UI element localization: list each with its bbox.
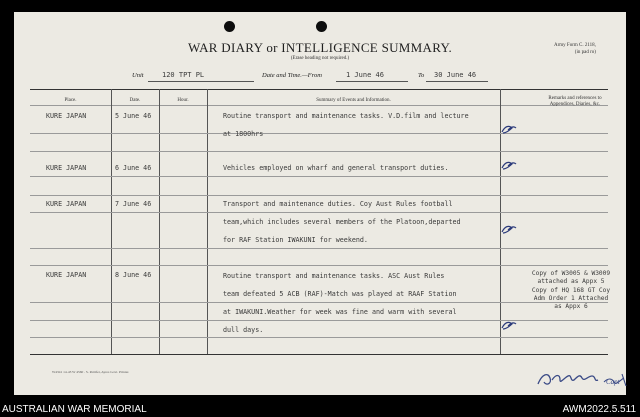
remark-line: Copy of HQ 168 GT Coy (531, 287, 611, 294)
initials-mark (500, 124, 518, 135)
entry-date: 8 June 46 (115, 271, 152, 279)
date-to-value: 30 June 46 (434, 71, 477, 79)
ruled-line (30, 151, 608, 152)
column-header-remarks-line1: Remarks and references to (548, 96, 602, 101)
initials-mark (500, 224, 518, 235)
date-range-label: Date and Time.—From (262, 72, 322, 79)
signature-title: Capt (606, 378, 620, 386)
ruled-line (30, 337, 608, 338)
footer-source-left: AUSTRALIAN WAR MEMORIAL (2, 404, 147, 415)
entry-summary-line: team,which includes several members of the Platoon,departed (223, 218, 461, 226)
unit-label: Unit (132, 72, 144, 79)
initials-mark (500, 320, 518, 331)
remark-line: Adm Order 1 Attached (533, 295, 609, 302)
ruled-line (30, 212, 608, 213)
entry-summary-line: team defeated 5 ACB (RAF)-Match was played at RAAF Station (223, 290, 457, 298)
column-header-place: Place. (64, 98, 77, 103)
column-header-summary: Summary of Events and Information. (316, 98, 391, 103)
entry-summary-line: at IWAKUNI.Weather for week was fine and warm with several (223, 308, 457, 316)
remark-line: as Appx 6 (554, 303, 588, 310)
ruled-line (30, 320, 608, 321)
entry-summary-line: dull days. (223, 326, 264, 334)
form-subtitle: (Erase heading not required.) (290, 56, 350, 61)
initials-mark (500, 160, 518, 171)
col-divider-place-date (111, 89, 112, 354)
remark-line: attached as Appx 5 (537, 278, 605, 285)
ruled-line (30, 265, 608, 266)
col-divider-date-hour (159, 89, 160, 354)
ruled-line (30, 133, 608, 134)
remark-line: Copy of W3005 & W3009 (531, 270, 611, 277)
column-header-remarks-line2: Appendices, Diaries, &c. (549, 102, 601, 107)
ruled-line (30, 248, 608, 249)
punch-hole-left (224, 21, 235, 32)
entry-place: KURE JAPAN (46, 200, 87, 208)
column-header-remarks (528, 96, 622, 108)
entry-summary-line: at 1800hrs (223, 130, 264, 138)
diary-page (14, 12, 626, 395)
unit-value: 120 TPT PL (162, 71, 205, 79)
entry-place: KURE JAPAN (46, 271, 87, 279)
col-divider-hour-summary (207, 89, 208, 354)
entry-place: KURE JAPAN (46, 164, 87, 172)
form-title: WAR DIARY or INTELLIGENCE SUMMARY. (187, 40, 453, 55)
army-form-reference (554, 42, 596, 56)
column-header-date: Date. (129, 98, 141, 103)
entry-date: 5 June 46 (115, 112, 152, 120)
form-ref-line2: (in pad ro) (574, 50, 596, 55)
ruled-line (30, 195, 608, 196)
unit-underline (148, 81, 254, 82)
table-bottom-rule (30, 354, 608, 355)
header-bottom-rule (30, 105, 608, 106)
column-header-hour: Hour. (177, 98, 189, 103)
entry-summary-line: Vehicles employed on wharf and general transport duties. (223, 164, 449, 172)
date-to-underline (426, 81, 488, 82)
entry-summary-line: Transport and maintenance duties. Coy Aust Rules football (223, 200, 453, 208)
entry-summary-line: Routine transport and maintenance tasks. ASC Aust Rules (223, 272, 445, 280)
footer-accession-number: AWM2022.5.511 (562, 404, 636, 415)
entry-place: KURE JAPAN (46, 112, 87, 120)
date-from-underline (336, 81, 408, 82)
table-top-rule (30, 89, 608, 90)
entry-date: 7 June 46 (115, 200, 152, 208)
ruled-line (30, 176, 608, 177)
date-from-value: 1 June 46 (346, 71, 384, 79)
entry-date: 6 June 46 (115, 164, 152, 172)
punch-hole-right (316, 21, 327, 32)
form-ref-line1: Army Form C. 2118, (554, 43, 596, 48)
printer-imprint: W4341 14-43 W 4560 . S. Pettifer, Ayres Govt. Printer. (52, 370, 130, 374)
entry-summary-line: for RAF Station IWAKUNI for weekend. (223, 236, 368, 244)
date-to-label: To (418, 72, 425, 79)
entry-summary-line: Routine transport and maintenance tasks. V.D.film and lecture (223, 112, 469, 120)
